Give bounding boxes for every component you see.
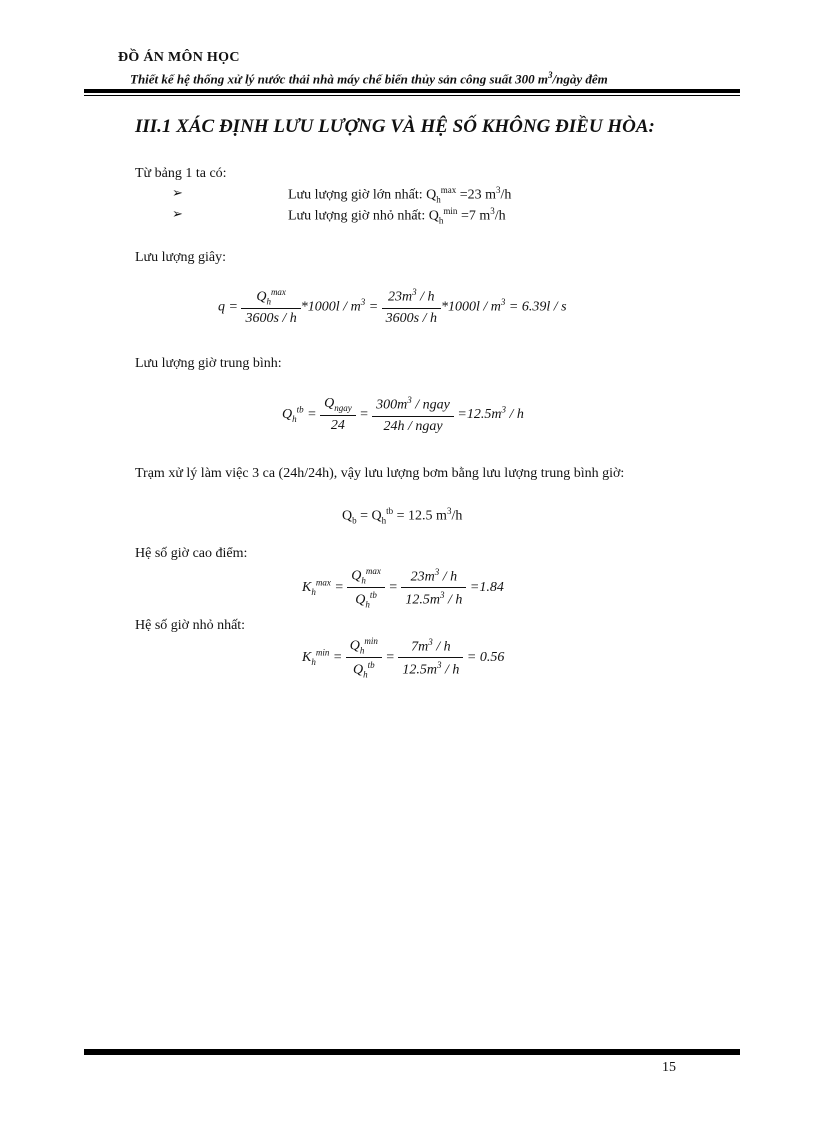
label-min-factor: Hệ số giờ nhỏ nhất: xyxy=(135,618,246,633)
page-number: 15 xyxy=(662,1060,676,1075)
subtitle-sup: 3 xyxy=(548,70,553,80)
label-peak-factor: Hệ số giờ cao điểm: xyxy=(135,546,248,561)
arrow-bullet-icon: ➢ xyxy=(172,185,183,200)
footer-rule xyxy=(84,1049,740,1055)
bullet-2 xyxy=(172,206,183,223)
doc-header-title: ĐỒ ÁN MÔN HỌC xyxy=(118,50,240,65)
label-flow-avg: Lưu lượng giờ trung bình: xyxy=(135,356,282,371)
header-rule xyxy=(84,89,740,93)
bullet-1-text: Lưu lượng giờ lớn nhất: $Q_h^{max} =23$ $m^3/h$ xyxy=(288,185,512,205)
equation-pump-flow: $Q_b = Q_h^{tb} = 12.5$ $m^3/h$ xyxy=(342,506,463,526)
section-title: III.1 XÁC ĐỊNH LƯU LƯỢNG VÀ HỆ SỐ KHÔNG ĐIỀU HÒA: xyxy=(135,116,655,137)
equation-flow-second: q = $\frac{Q_h^{max}}{3600s / h}$ $*1000l / m^3$ = $\frac{23m^3 / h}{3600s / h}$ $*1000l / m^3 = 6.39l / s$ xyxy=(218,287,567,327)
arrow-bullet-icon: ➢ xyxy=(172,206,183,221)
intro-text: Từ bảng 1 ta có: xyxy=(135,166,227,181)
subtitle-text: Thiết kế hệ thống xử lý nước thải nhà máy chế biến thủy sản công suất 300 m xyxy=(130,71,549,87)
pump-note-text: Trạm xử lý làm việc 3 ca (24h/24h), vậy lưu lượng bơm bằng lưu lượng trung bình giờ: xyxy=(135,466,625,481)
equation-peak-factor: $K_h^{max}$ = $\frac{Q_h^{max}}{Q_h^{tb}}$ = $\frac{23m^3 / h}{12.5m^3 / h}$ =1.84 xyxy=(302,566,504,610)
bullet-2-text: Lưu lượng giờ nhỏ nhất: $Q_h^{min} =7$ $m^3/h$ xyxy=(288,206,506,226)
equation-min-factor: $K_h^{min}$ = $\frac{Q_h^{min}}{Q_h^{tb}}$ = $\frac{7m^3 / h}{12.5m^3 / h}$ = 0.56 xyxy=(302,636,505,680)
equation-flow-avg: $Q_h^{tb}$ = $\frac{Q_{ngay}}{24}$ = $\frac{300m^3 / ngay}{\text{24h / ngay}}$ $=12.5m^3 / h$ xyxy=(282,395,524,434)
header-rule-thin xyxy=(84,95,740,96)
doc-header-subtitle xyxy=(130,70,608,87)
label-flow-second: Lưu lượng giây: xyxy=(135,250,227,265)
bullet-1 xyxy=(172,185,183,202)
subtitle-text-end: /ngày đêm xyxy=(552,71,608,87)
